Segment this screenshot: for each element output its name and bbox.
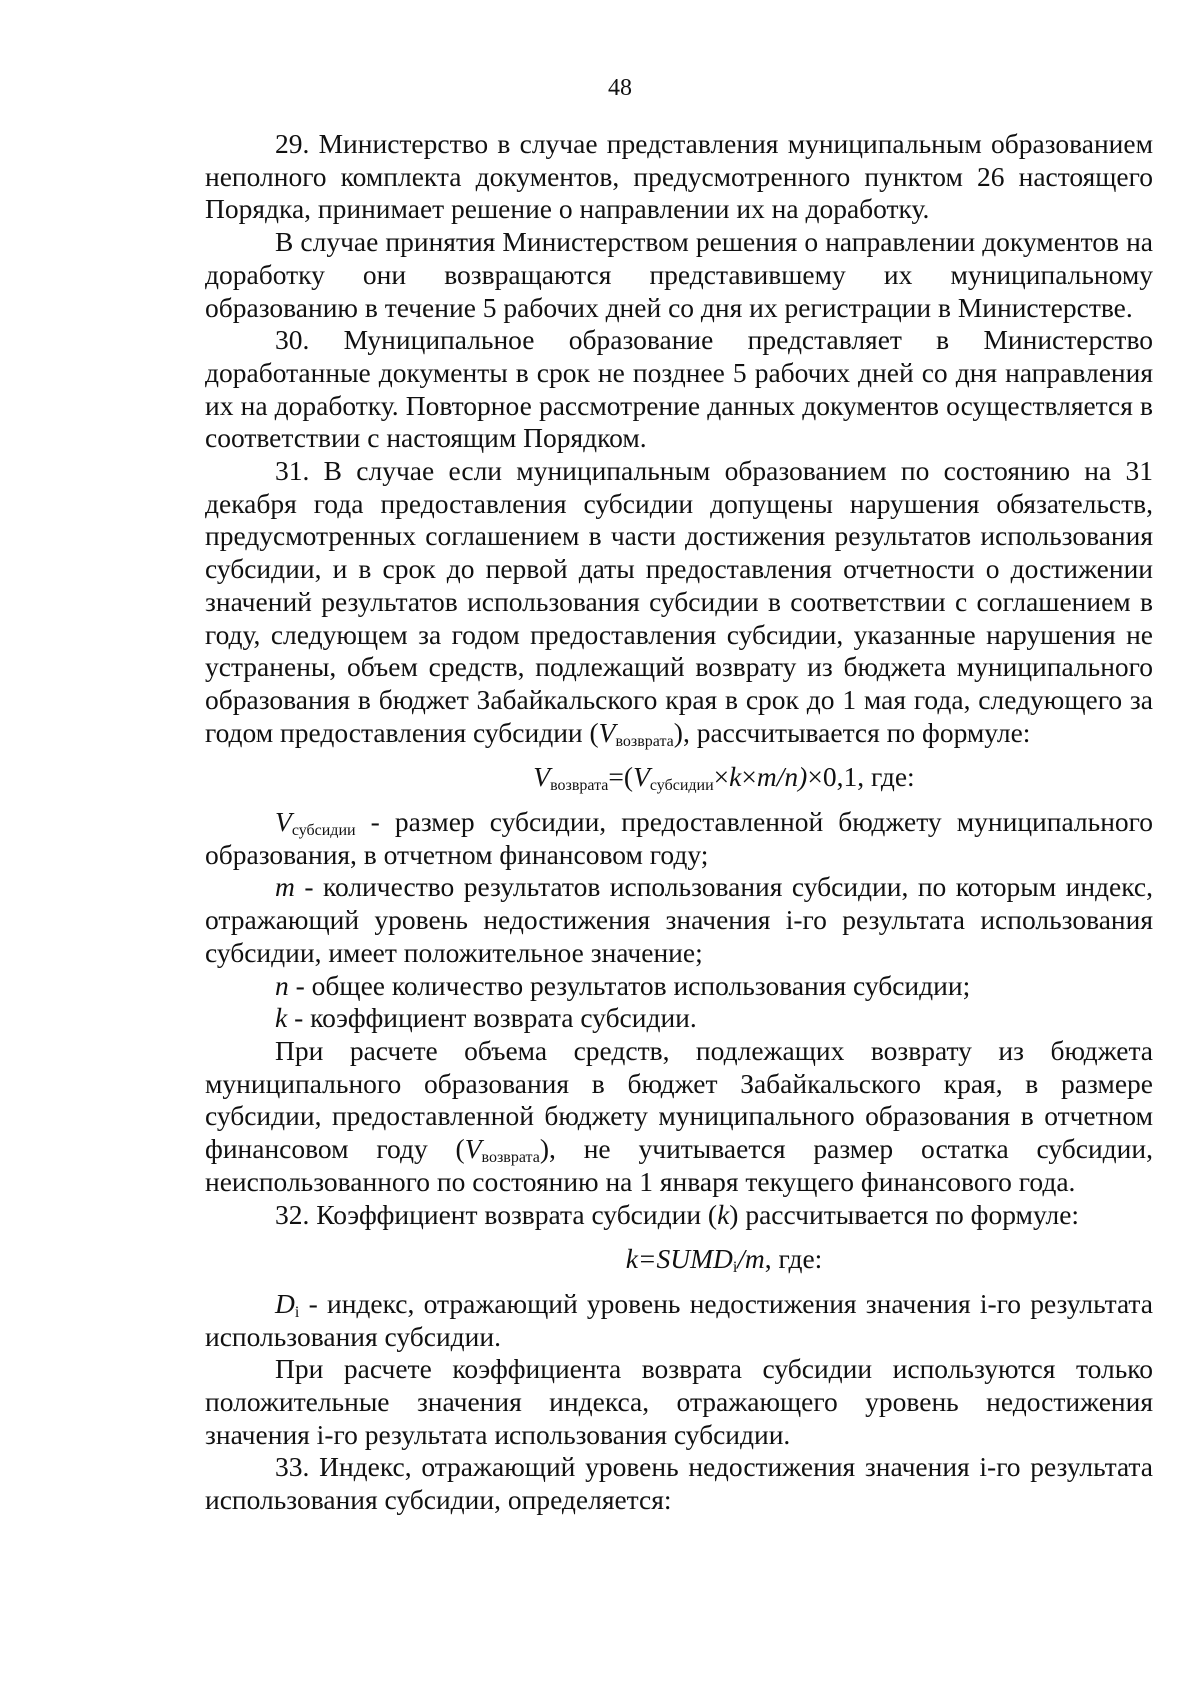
- paragraph-30: 30. Муниципальное образование представляет в Министерство доработанные документы в срок не позднее 5 рабочих дней со дня направления их на доработку. Повторное рассмотрение данных документов осуществляется в соответствии с настоящим Порядком.: [205, 324, 1153, 454]
- formula-v: V: [533, 761, 551, 793]
- v-symbol: V: [598, 716, 616, 748]
- definition-m: [205, 871, 1153, 969]
- formula-times-1: ×: [713, 761, 730, 793]
- paragraph-31-text: 31. В случае если муниципальным образованием по состоянию на 31 декабря года предоставления субсидии допущены нарушения обязательств, предусмотренных соглашением в части достижения результатов использования субсидии, и в срок до первой даты предоставления отчетности о достижении значений результатов использования субсидии в соответствии с соглашением в году, следующем за годом предоставления субсидии, указанные нарушения не устранены, объем средств, подлежащий возврату из бюджета муниципального образования в бюджет Забайкальского края в срок до 1 мая года, следующего за годом предоставления субсидии (: [205, 455, 1153, 748]
- p32-k: k: [717, 1198, 730, 1230]
- paragraph-31-tail: ), рассчитывается по формуле:: [673, 716, 1031, 748]
- calc-v-symbol: V: [464, 1133, 482, 1165]
- def-v-subscript: субсидии: [291, 822, 356, 840]
- def-n-text: - общее количество результатов использования субсидии;: [288, 969, 971, 1001]
- formula-sub-return: возврата: [550, 777, 609, 795]
- formula-k: k: [729, 761, 742, 793]
- paragraph-31: [205, 455, 1153, 749]
- v-subscript-return: возврата: [615, 732, 674, 750]
- paragraph-29-continued: В случае принятия Министерством решения о направлении документов на доработку они возвращаются представившему их муниципальному образованию в течение 5 рабочих дней со дня их регистрации в Министерстве.: [205, 226, 1153, 323]
- def-v-text: - размер субсидии, предоставленной бюджету муниципального образования, в отчетном финансовом году;: [205, 806, 1153, 870]
- formula-times-2: ×: [741, 761, 757, 793]
- paragraph-32: [205, 1199, 1153, 1232]
- def-n-symbol: n: [275, 969, 289, 1001]
- calc-v-subscript: возврата: [481, 1149, 540, 1167]
- paragraph-33: 33. Индекс, отражающий уровень недостижения значения i-го результата использования субсидии, определяется:: [205, 1451, 1153, 1516]
- formula2-left: k=SUMD: [625, 1243, 733, 1275]
- p32-a: 32. Коэффициент возврата субсидии (: [275, 1198, 718, 1230]
- formula-rest: ×0,1, где:: [807, 761, 915, 793]
- def-d-subscript: i: [294, 1303, 300, 1321]
- definition-v-subsidy: [205, 806, 1153, 871]
- definition-n: [205, 970, 1153, 1003]
- formula-return-volume: [205, 761, 1153, 794]
- p32-b: ) рассчитывается по формуле:: [729, 1198, 1080, 1230]
- paragraph-coefficient: При расчете коэффициента возврата субсидии используются только положительные значения индекса, отражающего уровень недостижения значения i-го результата использования субсидии.: [205, 1353, 1153, 1450]
- formula2-sub-i: i: [732, 1259, 738, 1277]
- calc-tail: ), не учитывается размер остатка субсидии, неиспользованного по состоянию на 1 января текущего финансового года.: [205, 1133, 1153, 1197]
- page-number: 48: [608, 75, 632, 101]
- def-k-text: - коэффициент возврата субсидии.: [287, 1002, 697, 1034]
- formula-coefficient: [205, 1243, 1153, 1276]
- def-m-symbol: m: [275, 871, 295, 903]
- def-k-symbol: k: [275, 1002, 288, 1034]
- def-d-text: - индекс, отражающий уровень недостижения значения i-го результата использования субсидии.: [205, 1287, 1153, 1352]
- def-v-symbol: V: [275, 806, 292, 838]
- calc-text: При расчете объема средств, подлежащих возврату из бюджета муниципального образования в бюджет Забайкальского края, в размере субсидии, предоставленной бюджету муниципального образования в отчетном финансовом году (: [205, 1034, 1153, 1165]
- def-d-symbol: D: [275, 1287, 295, 1319]
- document-body: [205, 128, 1153, 1517]
- paragraph-calculation: [205, 1035, 1153, 1199]
- formula2-rest: , где:: [764, 1243, 823, 1275]
- formula-sub-subsidy: субсидии: [649, 777, 714, 795]
- definition-k: [205, 1002, 1153, 1035]
- def-m-text: - количество результатов использования субсидии, по которым индекс, отражающий уровень недостижения значения i-го результата использования субсидии, имеет положительное значение;: [205, 871, 1153, 968]
- formula2-right: /m: [737, 1243, 765, 1275]
- definition-d: [205, 1288, 1153, 1353]
- formula-eq: =(: [608, 761, 634, 793]
- formula-mn: m/n): [756, 761, 808, 793]
- formula-v2: V: [633, 761, 650, 793]
- paragraph-29: 29. Министерство в случае представления муниципальным образованием неполного комплекта документов, предусмотренного пунктом 26 настоящего Порядка, принимает решение о направлении их на доработку.: [205, 128, 1153, 225]
